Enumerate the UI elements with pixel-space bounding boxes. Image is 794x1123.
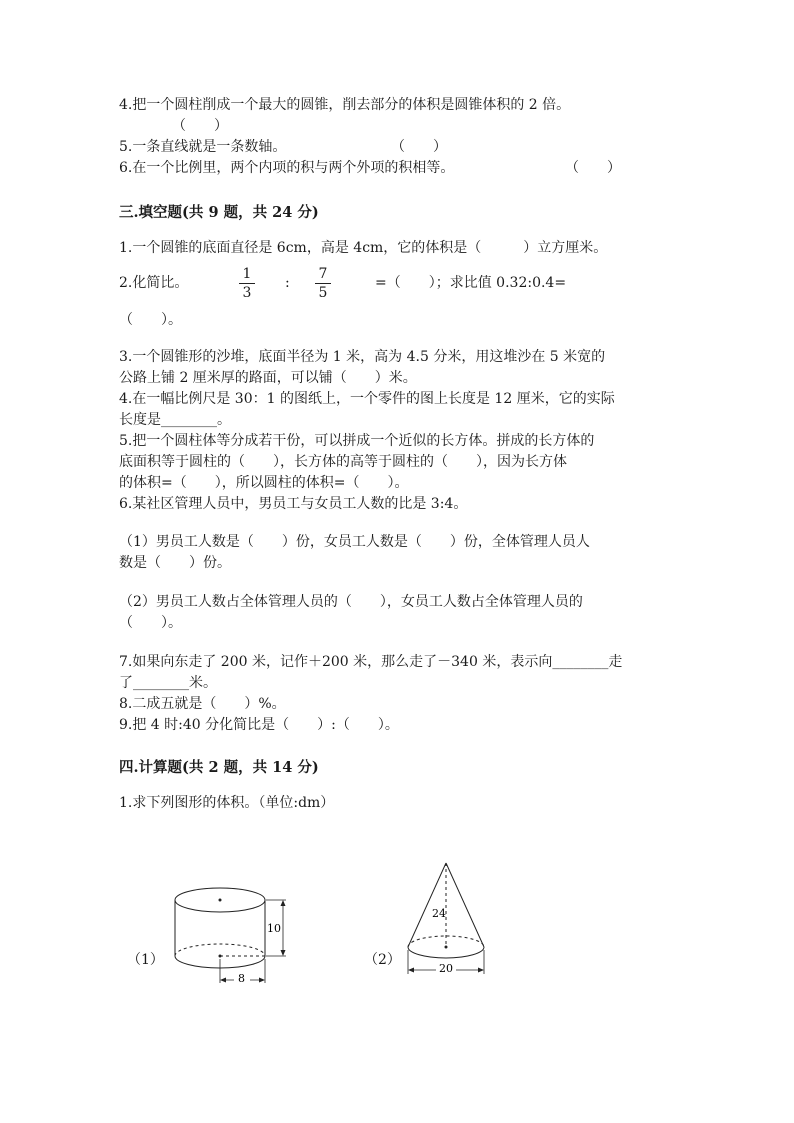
fraction-numerator: 1 <box>242 266 252 282</box>
fill-q5-line3: 的体积=（ ），所以圆柱的体积=（ ）。 <box>119 475 409 491</box>
fill-q5-line2: 底面积等于圆柱的（ ），长方体的高等于圆柱的（ ），因为长方体 <box>119 454 567 470</box>
cone-base-center <box>445 946 448 949</box>
cone-right-slant <box>446 863 484 947</box>
fill-q6-part1-line1: （1）男员工人数是（ ）份，女员工人数是（ ）份，全体管理人员人 <box>119 534 590 550</box>
calc-q1: 1.求下列图形的体积。（单位:dm） <box>119 795 335 811</box>
fraction-seven-fifths <box>315 266 331 301</box>
cylinder-bottom-back <box>175 944 265 956</box>
fill-q6-part2-line1: （2）男员工人数占全体管理人员的（ ），女员工人数占全体管理人员的 <box>119 594 583 610</box>
fill-q2-prefix: 2.化简比。 <box>119 275 189 291</box>
fill-q2-line2: （ ）。 <box>119 312 182 328</box>
cone-base-front <box>408 947 484 958</box>
judgment-item-6-blank: （ ） <box>565 160 621 176</box>
cone-left-slant <box>408 863 446 947</box>
cylinder-radius-label: 8 <box>238 972 245 985</box>
cone-height-label: 24 <box>432 907 446 920</box>
ratio-colon: : <box>285 275 290 291</box>
figure-2-label: （2） <box>364 952 401 968</box>
fraction-bar <box>315 283 331 284</box>
fraction-bar <box>239 283 255 284</box>
section-4-title: 四.计算题(共 2 题，共 14 分) <box>119 759 319 776</box>
fraction-denominator: 5 <box>318 285 328 301</box>
judgment-item-5-blank: （ ） <box>391 139 447 155</box>
section-3-title: 三.填空题(共 9 题，共 24 分) <box>119 204 319 221</box>
fraction-one-third <box>239 266 255 301</box>
fill-q9: 9.把 4 时:40 分化简比是（ ）:（ ）。 <box>119 717 399 733</box>
judgment-item-5: 5.一条直线就是一条数轴。 <box>119 139 287 155</box>
cylinder-figure <box>165 875 295 987</box>
cylinder-height-label: 10 <box>267 922 281 935</box>
figure-1-label: （1） <box>127 952 164 968</box>
judgment-item-4: 4.把一个圆柱削成一个最大的圆锥，削去部分的体积是圆锥体积的 2 倍。 <box>119 97 571 113</box>
judgment-item-6: 6.在一个比例里，两个内项的积与两个外项的积相等。 <box>119 160 455 176</box>
fill-q1: 1.一个圆锥的底面直径是 6cm，高是 4cm，它的体积是（ ）立方厘米。 <box>119 240 608 256</box>
fill-q4-line2: 长度是________。 <box>119 412 231 428</box>
fill-q6-stem: 6.某社区管理人员中，男员工与女员工人数的比是 3:4。 <box>119 496 468 512</box>
fill-q6-part2-line2: （ ）。 <box>119 615 182 631</box>
fill-q5-line1: 5.把一个圆柱体等分成若干份，可以拼成一个近似的长方体。拼成的长方体的 <box>119 433 595 449</box>
cylinder-top-center <box>219 899 222 902</box>
cylinder-bottom-center <box>219 955 222 958</box>
fraction-denominator: 3 <box>242 285 252 301</box>
judgment-item-4-blank: （ ） <box>172 118 228 134</box>
fill-q2-suffix: =（ ）；求比值 0.32:0.4= <box>375 275 567 291</box>
fill-q4-line1: 4.在一幅比例尺是 30：1 的图纸上，一个零件的图上长度是 12 厘米，它的实际 <box>119 391 615 407</box>
fill-q7-line1: 7.如果向东走了 200 米，记作＋200 米，那么走了－340 米，表示向________走 <box>119 654 623 670</box>
cone-diameter-label: 20 <box>439 962 453 975</box>
fill-q8: 8.二成五就是（ ）%。 <box>119 696 286 712</box>
fill-q3-line2: 公路上铺 2 厘米厚的路面，可以铺（ ）米。 <box>119 370 417 386</box>
fill-q6-part1-line2: 数是（ ）份。 <box>119 555 231 571</box>
cone-figure <box>400 858 495 978</box>
fill-q3-line1: 3.一个圆锥形的沙堆，底面半径为 1 米，高为 4.5 分米，用这堆沙在 5 米宽的 <box>119 349 606 365</box>
fraction-numerator: 7 <box>318 266 328 282</box>
fill-q7-line2: 了________米。 <box>119 675 217 691</box>
